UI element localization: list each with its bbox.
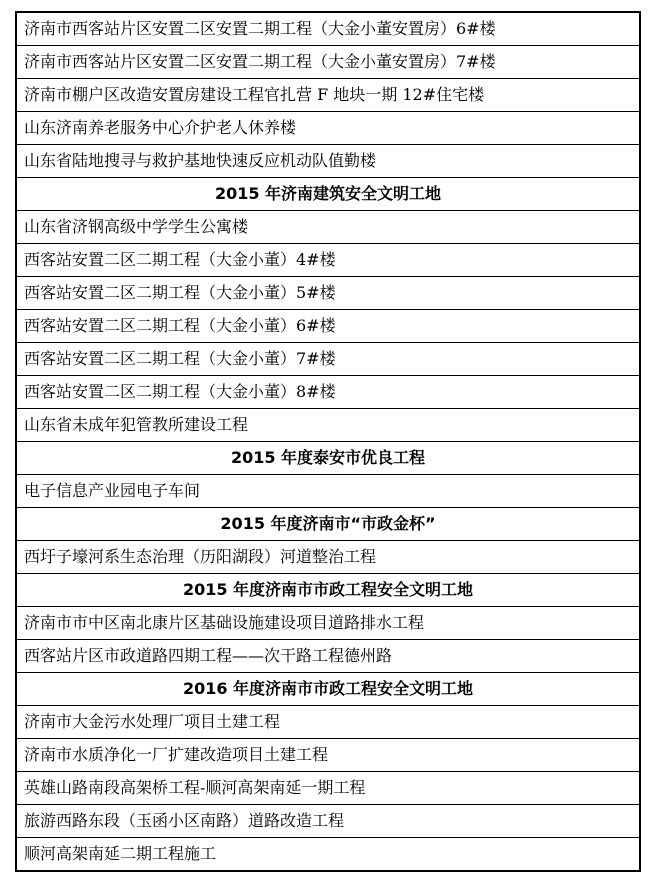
project-name-text: 英雄山路南段高架桥工程-顺河高架南延一期工程 bbox=[16, 772, 640, 805]
category-header-text: 2016 年度济南市市政工程安全文明工地 bbox=[16, 673, 640, 706]
project-name-text: 山东省未成年犯管教所建设工程 bbox=[16, 409, 640, 442]
project-row bbox=[16, 277, 640, 310]
category-header-row bbox=[16, 673, 640, 706]
project-row bbox=[16, 112, 640, 145]
project-row bbox=[16, 211, 640, 244]
project-name-text: 山东省陆地搜寻与救护基地快速反应机动队值勤楼 bbox=[16, 145, 640, 178]
project-name-text: 济南市大金污水处理厂项目土建工程 bbox=[16, 706, 640, 739]
project-row bbox=[16, 475, 640, 508]
awards-table-body bbox=[16, 12, 640, 871]
project-name-text: 济南市西客站片区安置二区安置二期工程（大金小董安置房）6#楼 bbox=[16, 12, 640, 46]
project-row bbox=[16, 409, 640, 442]
project-row bbox=[16, 607, 640, 640]
project-row bbox=[16, 640, 640, 673]
project-row bbox=[16, 310, 640, 343]
project-row bbox=[16, 46, 640, 79]
category-header-text: 2015 年度济南市市政工程安全文明工地 bbox=[16, 574, 640, 607]
category-header-text: 2015 年济南建筑安全文明工地 bbox=[16, 178, 640, 211]
project-name-text: 济南市市中区南北康片区基础设施建设项目道路排水工程 bbox=[16, 607, 640, 640]
category-header-row bbox=[16, 442, 640, 475]
project-row bbox=[16, 772, 640, 805]
project-row bbox=[16, 739, 640, 772]
project-name-text: 济南市水质净化一厂扩建改造项目土建工程 bbox=[16, 739, 640, 772]
category-header-text: 2015 年度泰安市优良工程 bbox=[16, 442, 640, 475]
project-name-text: 西圩子壕河系生态治理（历阳湖段）河道整治工程 bbox=[16, 541, 640, 574]
project-row bbox=[16, 244, 640, 277]
project-row bbox=[16, 79, 640, 112]
project-name-text: 旅游西路东段（玉函小区南路）道路改造工程 bbox=[16, 805, 640, 838]
project-name-text: 西客站安置二区二期工程（大金小董）7#楼 bbox=[16, 343, 640, 376]
project-name-text: 济南市棚户区改造安置房建设工程官扎营 F 地块一期 12#住宅楼 bbox=[16, 79, 640, 112]
project-name-text: 山东省济钢高级中学学生公寓楼 bbox=[16, 211, 640, 244]
project-name-text: 山东济南养老服务中心介护老人休养楼 bbox=[16, 112, 640, 145]
category-header-row bbox=[16, 508, 640, 541]
project-name-text: 济南市西客站片区安置二区安置二期工程（大金小董安置房）7#楼 bbox=[16, 46, 640, 79]
project-row bbox=[16, 343, 640, 376]
project-name-text: 西客站安置二区二期工程（大金小董）6#楼 bbox=[16, 310, 640, 343]
project-row bbox=[16, 805, 640, 838]
project-row bbox=[16, 838, 640, 872]
project-name-text: 西客站片区市政道路四期工程——次干路工程德州路 bbox=[16, 640, 640, 673]
category-header-row bbox=[16, 178, 640, 211]
project-row bbox=[16, 376, 640, 409]
project-name-text: 西客站安置二区二期工程（大金小董）5#楼 bbox=[16, 277, 640, 310]
project-row bbox=[16, 706, 640, 739]
project-row bbox=[16, 12, 640, 46]
project-name-text: 西客站安置二区二期工程（大金小董）8#楼 bbox=[16, 376, 640, 409]
project-name-text: 西客站安置二区二期工程（大金小董）4#楼 bbox=[16, 244, 640, 277]
category-header-row bbox=[16, 574, 640, 607]
category-header-text: 2015 年度济南市“市政金杯” bbox=[16, 508, 640, 541]
project-row bbox=[16, 541, 640, 574]
project-row bbox=[16, 145, 640, 178]
awards-project-table bbox=[15, 11, 641, 872]
project-name-text: 电子信息产业园电子车间 bbox=[16, 475, 640, 508]
project-name-text: 顺河高架南延二期工程施工 bbox=[16, 838, 640, 872]
